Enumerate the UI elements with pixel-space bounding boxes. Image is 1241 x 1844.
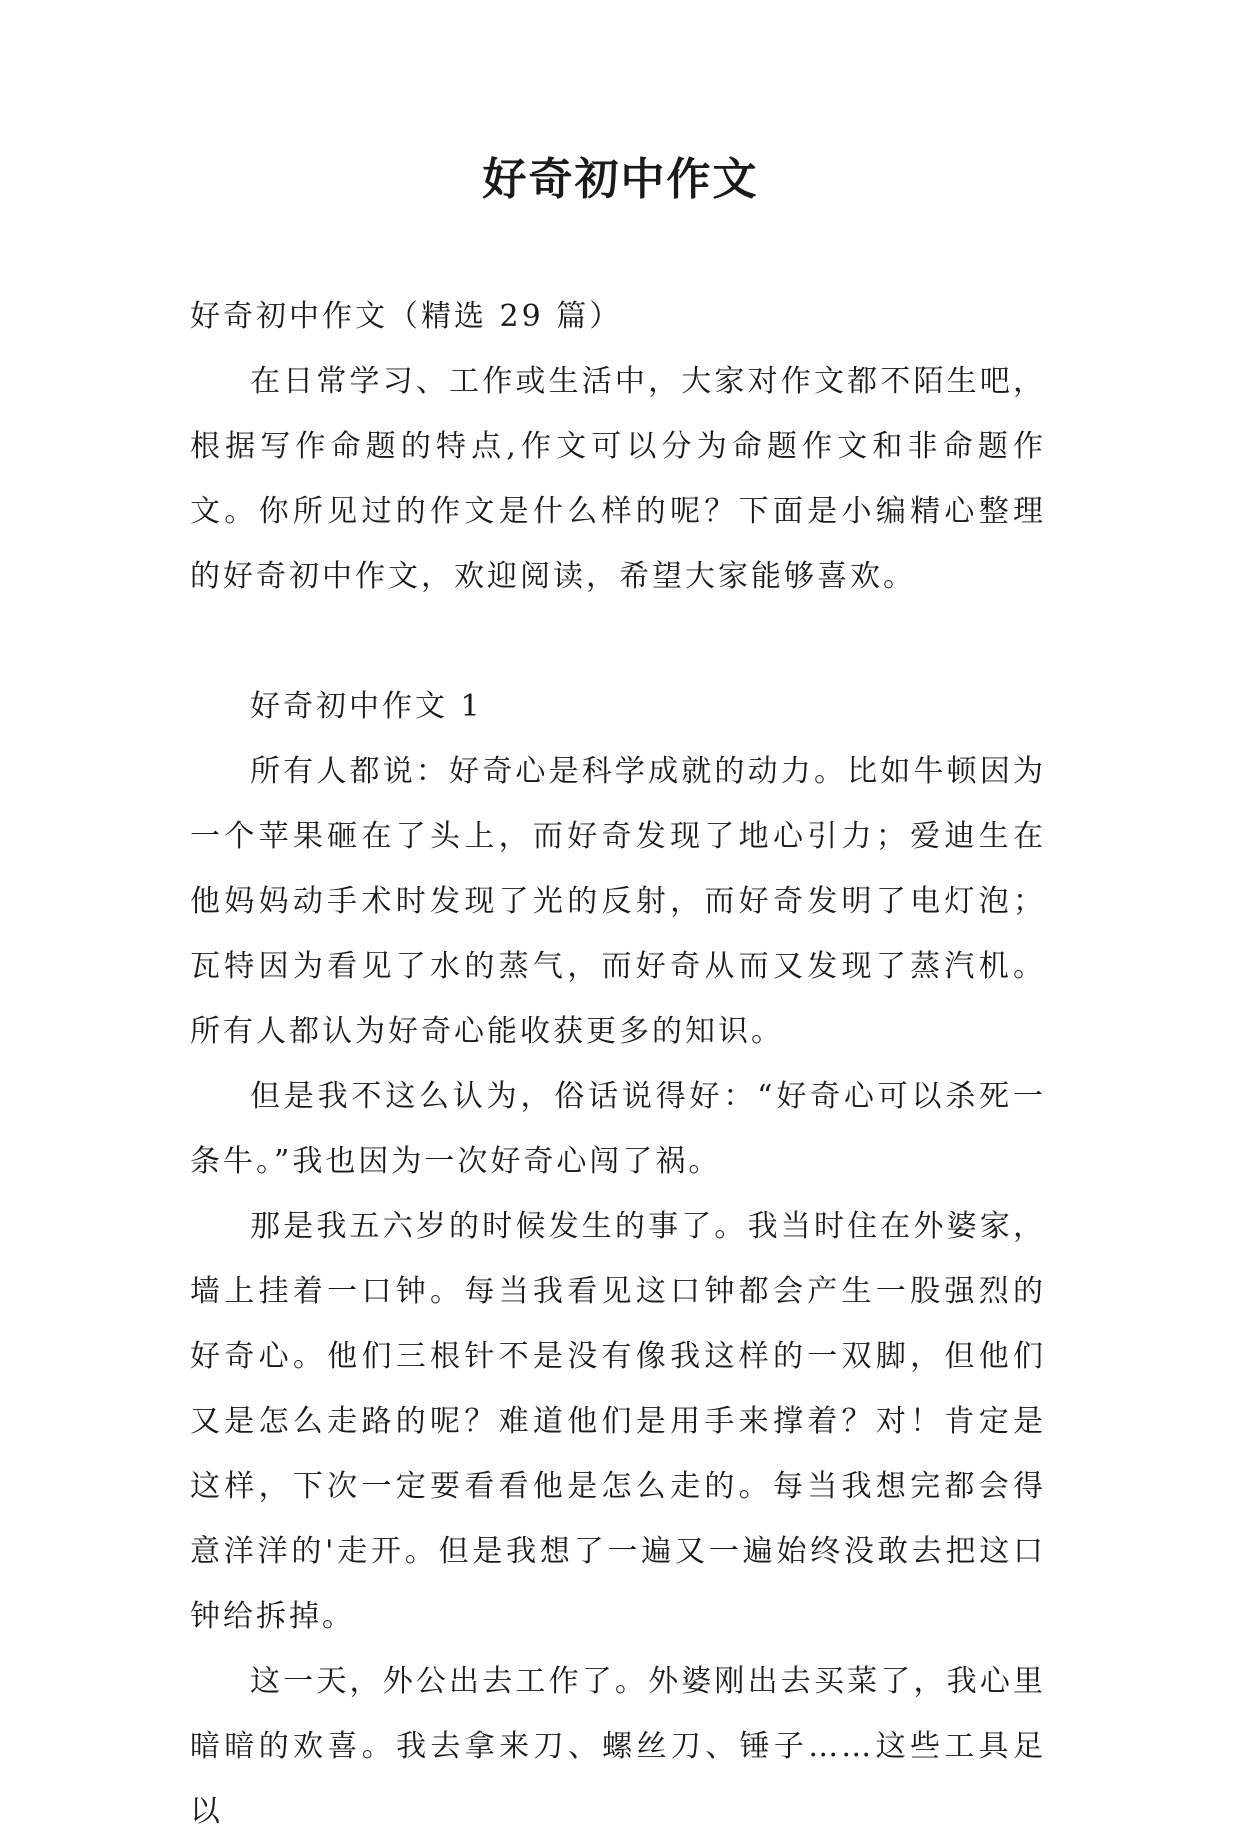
body-paragraph: 这一天，外公出去工作了。外婆刚出去买菜了，我心里暗暗的欢喜。我去拿来刀、螺丝刀、锤子……这些工具足以	[190, 1664, 1046, 1829]
body-paragraph: 但是我不这么认为，俗话说得好：“好奇心可以杀死一条牛。”我也因为一次好奇心闯了祸。	[190, 1079, 1046, 1179]
paragraph-spacer	[190, 609, 1046, 674]
section-heading: 好奇初中作文 1	[250, 689, 483, 724]
body-paragraph: 那是我五六岁的时候发生的事了。我当时住在外婆家，墙上挂着一口钟。每当我看见这口钟都会产生一股强烈的好奇心。他们三根针不是没有像我这样的一双脚，但他们又是怎么走路的呢？难道他们是用手来撑着？对！肯定是这样，下次一定要看看他是怎么走的。每当我想完都会得意洋洋的'走开。但是我想了一遍又一遍始终没敢去把这口钟给拆掉。	[190, 1209, 1046, 1634]
intro-paragraph: 在日常学习、工作或生活中，大家对作文都不陌生吧，根据写作命题的特点,作文可以分为命题作文和非命题作文。你所见过的作文是什么样的呢？下面是小编精心整理的好奇初中作文，欢迎阅读，希望大家能够喜欢。	[190, 364, 1046, 594]
body-paragraph: 所有人都说：好奇心是科学成就的动力。比如牛顿因为一个苹果砸在了头上，而好奇发现了地心引力；爱迪生在他妈妈动手术时发现了光的反射，而好奇发明了电灯泡；瓦特因为看见了水的蒸气，而好奇从而又发现了蒸汽机。所有人都认为好奇心能收获更多的知识。	[190, 754, 1046, 1049]
document-body	[190, 284, 1046, 1844]
document-title: 好奇初中作文	[482, 154, 759, 205]
document-subtitle: 好奇初中作文（精选 29 篇）	[190, 299, 623, 334]
